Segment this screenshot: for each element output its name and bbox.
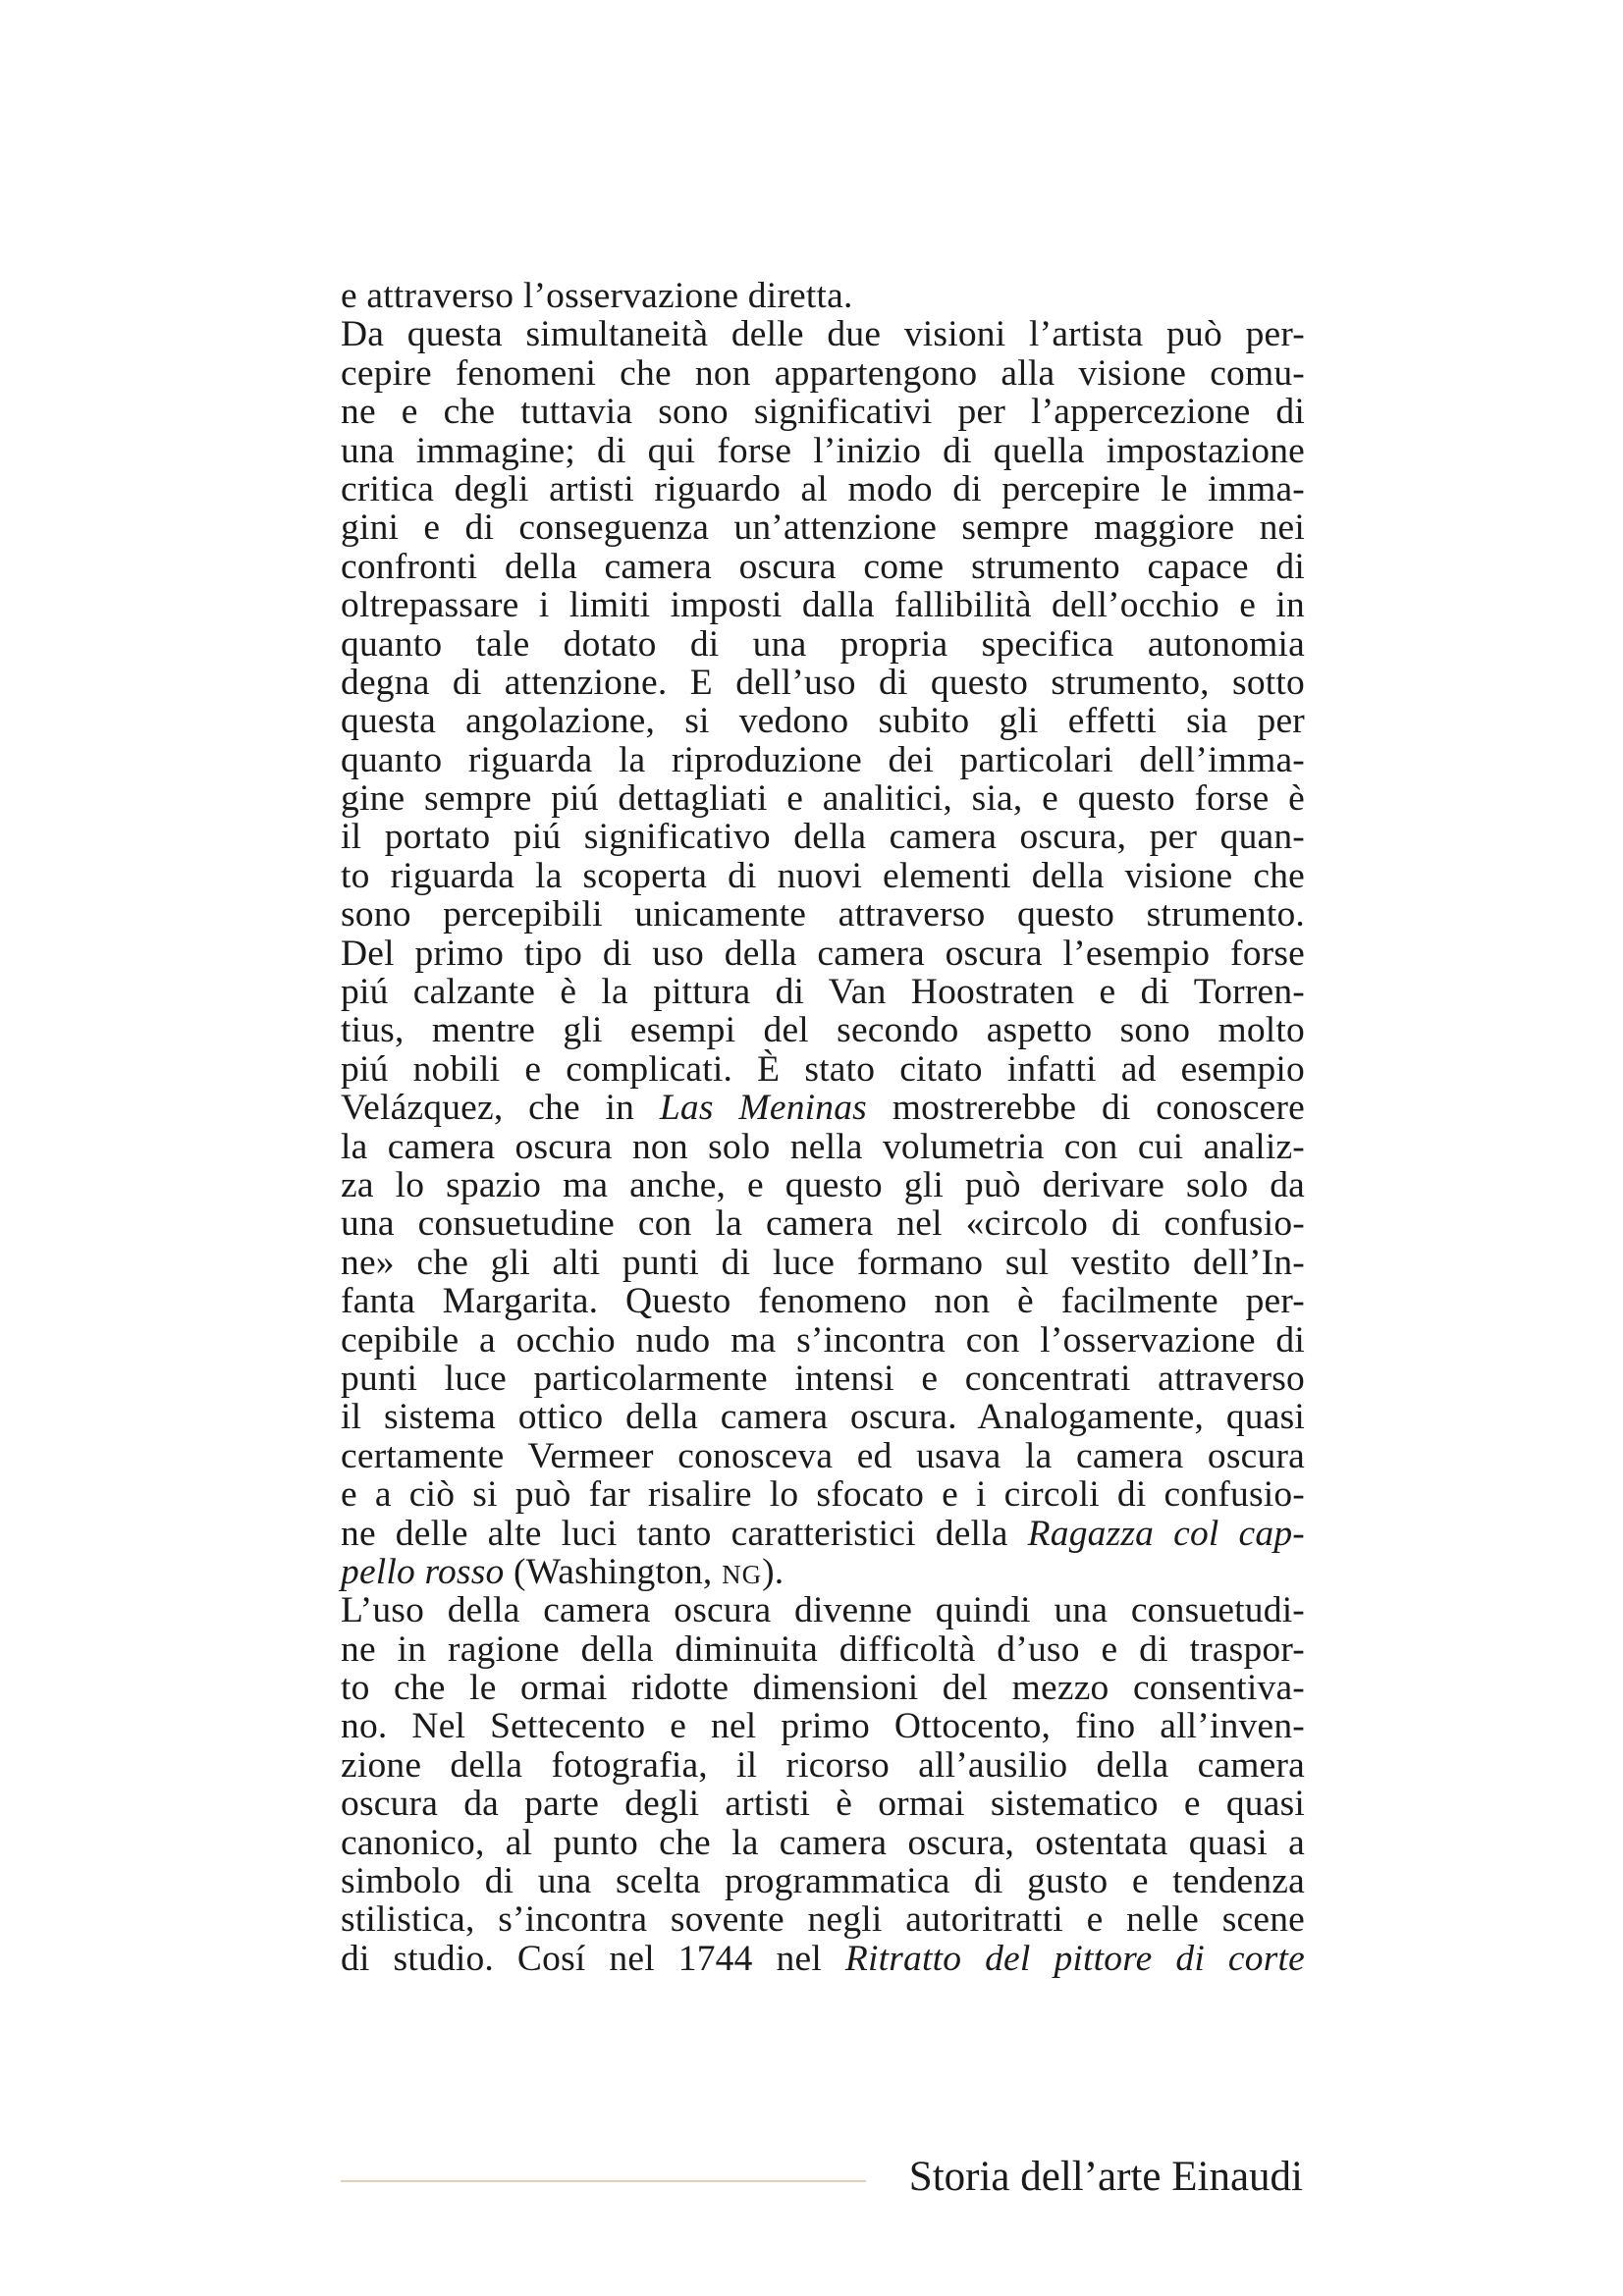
text-line	[341, 1940, 1305, 1978]
text-line	[341, 857, 1305, 895]
text-run: (Washington,	[504, 1551, 723, 1592]
text-line	[341, 1282, 1305, 1320]
italic-title: Ragazza col cap-	[1027, 1513, 1305, 1554]
text-line	[341, 1089, 1305, 1127]
text-run: questa angolazione, si vedono subito gli effetti sia per	[341, 701, 1305, 742]
text-line	[341, 432, 1305, 470]
text-line	[341, 1050, 1305, 1089]
text-run: stilistica, s’incontra sovente negli autoritratti e nelle scene	[341, 1899, 1305, 1941]
text-line	[341, 741, 1305, 779]
text-run: ne» che gli alti punti di luce formano sul vestito dell’In-	[341, 1242, 1305, 1283]
text-run: confronti della camera oscura come strumento capace di	[341, 546, 1305, 587]
text-run: L’uso della camera oscura divenne quindi una consuetudi-	[341, 1590, 1305, 1631]
text-line	[341, 548, 1305, 586]
text-run: e a ciò si può far risalire lo sfocato e i circoli di confusio-	[341, 1474, 1305, 1516]
footer-rule	[341, 2180, 866, 2182]
text-line	[341, 1321, 1305, 1360]
text-run: di studio. Cosí nel 1744 nel	[341, 1938, 845, 1979]
text-line	[341, 586, 1305, 624]
text-line	[341, 1746, 1305, 1785]
text-line	[341, 315, 1305, 353]
text-line	[341, 1360, 1305, 1398]
text-line	[341, 1166, 1305, 1204]
text-line	[341, 1785, 1305, 1823]
text-line	[341, 1630, 1305, 1669]
text-run: Del primo tipo di uso della camera oscura l’esempio forse	[341, 933, 1305, 974]
text-line	[341, 1669, 1305, 1707]
text-line	[341, 895, 1305, 934]
text-run: fanta Margarita. Questo fenomeno non è facilmente per-	[341, 1281, 1305, 1322]
text-run: mostrerebbe di conoscere	[866, 1088, 1306, 1129]
text-line	[341, 1591, 1305, 1629]
text-run: la camera oscura non solo nella volumetria con cui analiz-	[341, 1126, 1305, 1167]
text-run: quanto tale dotato di una propria specifica autonomia	[341, 623, 1305, 665]
text-run: cepibile a occhio nudo ma s’incontra con l’osservazione di	[341, 1319, 1305, 1361]
text-run: Da questa simultaneità delle due visioni l’artista può per-	[341, 314, 1305, 355]
text-line	[341, 625, 1305, 664]
text-run: gine sempre piú dettagliati e analitici, sia, e questo forse è	[341, 778, 1305, 820]
text-run: piú nobili e complicati. È stato citato infatti ad esempio	[341, 1048, 1305, 1090]
text-line	[341, 1553, 1305, 1591]
text-run: una consuetudine con la camera nel «circolo di confusio-	[341, 1203, 1305, 1245]
italic-title: Ritratto del pittore di corte	[844, 1938, 1305, 1979]
text-line	[341, 277, 1305, 315]
text-run: to che le ormai ridotte dimensioni del mezzo consentiva-	[341, 1668, 1305, 1709]
text-line	[341, 702, 1305, 740]
text-run: canonico, al punto che la camera oscura, ostentata quasi a	[341, 1822, 1305, 1863]
text-line	[341, 934, 1305, 973]
text-run: ne delle alte luci tanto caratteristici della	[341, 1513, 1028, 1554]
text-line	[341, 1398, 1305, 1436]
text-run: ne e che tuttavia sono significativi per l’appercezione di	[341, 392, 1305, 433]
text-run: to riguarda la scoperta di nuovi elementi della visione che	[341, 855, 1305, 896]
text-run: una immagine; di qui forse l’inizio di quella impostazione	[341, 430, 1305, 471]
text-run: za lo spazio ma anche, e questo gli può derivare solo da	[341, 1164, 1305, 1205]
text-line	[341, 1128, 1305, 1166]
text-line	[341, 508, 1305, 547]
text-run: sono percepibili unicamente attraverso questo strumento.	[341, 894, 1305, 935]
text-line	[341, 973, 1305, 1011]
text-line	[341, 1900, 1305, 1939]
text-run: no. Nel Settecento e nel primo Ottocento, fino all’inven-	[341, 1706, 1305, 1747]
text-line	[341, 1437, 1305, 1475]
text-line	[341, 818, 1305, 856]
text-run: cepire fenomeni che non appartengono alla visione comu-	[341, 352, 1305, 394]
footer-publisher-label: Storia dell’arte Einaudi	[908, 2154, 1303, 2200]
text-run: degna di attenzione. E dell’uso di questo strumento, sotto	[341, 662, 1305, 703]
text-run: il sistema ottico della camera oscura. Analogamente, quasi	[341, 1397, 1305, 1438]
text-run: oscura da parte degli artisti è ormai sistematico e quasi	[341, 1784, 1305, 1825]
text-line	[341, 354, 1305, 393]
text-run: simbolo di una scelta programmatica di gusto e tendenza	[341, 1861, 1305, 1902]
text-run: zione della fotografia, il ricorso all’ausilio della camera	[341, 1744, 1305, 1786]
text-run: punti luce particolarmente intensi e concentrati attraverso	[341, 1358, 1305, 1399]
text-line	[341, 1011, 1305, 1049]
abbreviation: NG	[722, 1559, 763, 1589]
text-line	[341, 470, 1305, 508]
text-run: quanto riguarda la riproduzione dei particolari dell’imma-	[341, 739, 1305, 780]
text-line	[341, 1204, 1305, 1243]
text-run: ne in ragione della diminuita difficoltà d’uso e di traspor-	[341, 1629, 1305, 1670]
body-text	[341, 277, 1305, 1978]
text-run: certamente Vermeer conosceva ed usava la camera oscura	[341, 1435, 1305, 1476]
text-run: gini e di conseguenza un’attenzione sempre maggiore nei	[341, 507, 1305, 549]
text-run: critica degli artisti riguardo al modo di percepire le imma-	[341, 468, 1305, 509]
text-line	[341, 1475, 1305, 1514]
text-run: tius, mentre gli esempi del secondo aspetto sono molto	[341, 1010, 1305, 1051]
text-line	[341, 1862, 1305, 1900]
text-run: il portato piú significativo della camera oscura, per quan-	[341, 817, 1305, 858]
text-line	[341, 1707, 1305, 1745]
text-run: e attraverso l’osservazione diretta.	[341, 276, 853, 316]
text-run: Velázquez, che in	[341, 1088, 660, 1129]
text-run: oltrepassare i limiti imposti dalla fallibilità dell’occhio e in	[341, 585, 1305, 626]
italic-title: Las Meninas	[659, 1088, 867, 1129]
text-line	[341, 393, 1305, 431]
text-run: ).	[762, 1551, 784, 1592]
text-run: piú calzante è la pittura di Van Hoostraten e di Torren-	[341, 972, 1305, 1013]
italic-title: pello rosso	[341, 1551, 505, 1592]
text-line	[341, 1515, 1305, 1553]
text-line	[341, 1244, 1305, 1282]
text-line	[341, 1824, 1305, 1862]
text-line	[341, 779, 1305, 818]
text-line	[341, 664, 1305, 702]
